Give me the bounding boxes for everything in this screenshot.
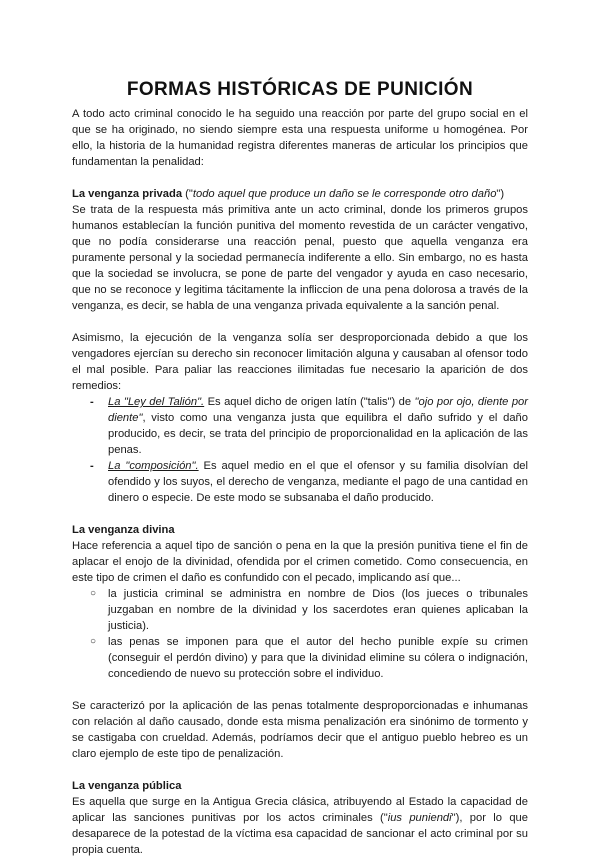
list-item — [72, 634, 528, 682]
divina-paragraph-1: Hace referencia a aquel tipo de sanción o pena en la que la presión punitiva tiene el fin de aplacar el enojo de la divinidad, ofendida por el crimen cometido. Como consecuencia, en este tipo de crimen el daño es confundido con el pecado, implicando así que... — [72, 540, 528, 584]
remedy-term: La "composición". — [108, 460, 199, 472]
document-page — [72, 78, 528, 858]
section-privada-heading-line — [72, 186, 528, 202]
remedy-text-end: , visto como una venganza justa que equilibra el daño sufrido y el daño producido, es decir, se trata del principio de proporcionalidad en la aplicación de las penas. — [108, 412, 528, 456]
privada-paragraph-2: Asimismo, la ejecución de la venganza solía ser desproporcionada debido a que los vengadores ejercían su derecho sin reconocer limitación alguna y causaban al ofensor todo el mal posible. Para paliar las reacciones ilimitadas fue necesario la aparición de dos remedios: — [72, 332, 528, 392]
section-heading: La venganza privada — [72, 188, 183, 200]
publica-text-end: "), por lo que desaparece de la potestad de la víctima esa capacidad de sancionar el acto criminal por su propia cuenta. — [72, 812, 528, 856]
remedy-text: Es aquel medio en el que el ofensor y su familia disolvían del ofendido y los suyos, el derecho de venganza, mediante el pago de una cantidad en dinero o especie. De este modo se subsanaba el daño producido. — [108, 460, 528, 504]
dash-marker: - — [90, 396, 94, 408]
page-title: FORMAS HISTÓRICAS DE PUNICIÓN — [126, 79, 474, 100]
quote-open: (" — [182, 188, 193, 200]
privada-paragraph-1: Se trata de la respuesta más primitiva ante un acto criminal, donde los primeros grupos humanos establecían la función punitiva del momento revestida de un carácter vengativo, que no podía considerarse una reacción penal, puesto que aquella venganza era puramente personal y la sociedad permanecía indiferente a ello. Sin embargo, no es hasta que la sociedad se involucra, se pone de parte del vengador y ayuda en caso necesario, que no se reconoce y legitima tácitamente la infliccion de una pena dolorosa a través de la venganza, es decir, se habla de una venganza privada equivalente a la sanción penal. — [72, 204, 528, 312]
remedies-list — [72, 394, 528, 506]
circle-bullet-icon: ○ — [90, 636, 97, 647]
remedy-text: Es aquel dicho de origen latín ("talis") de — [204, 396, 415, 408]
divina-list — [72, 586, 528, 682]
section-quote: todo aquel que produce un daño se le corresponde otro daño — [192, 188, 497, 200]
publica-text: Es aquella que surge en la Antigua Grecia clásica, atribuyendo al Estado la capacidad de aplicar las sanciones punitivas por los actos criminales (" — [72, 796, 528, 824]
section-divina-heading: La venganza divina — [72, 524, 175, 536]
section-publica-heading: La venganza pública — [72, 780, 182, 792]
list-item-text: la justicia criminal se administra en nombre de Dios (los jueces o tribunales juzgaban en nombre de la divinidad y los sacerdotes eran quienes aplicaban la justicia). — [108, 588, 528, 632]
list-item — [72, 394, 528, 458]
list-item-text: las penas se imponen para que el autor del hecho punible expíe su crimen (conseguir el perdón divino) y para que la divinidad elimine su cólera o indignación, concediendo de nuevo su protección sobre el individuo. — [108, 636, 528, 680]
remedy-term: La "Ley del Talión". — [108, 396, 205, 408]
intro-paragraph: A todo acto criminal conocido le ha seguido una reacción por parte del grupo social en el que se ha originado, no siendo siempre esta una respuesta uniforme u homogénea. Por ello, la historia de la humanidad registra diferentes maneras de articular los principios que fundamentan la penalidad: — [72, 108, 528, 168]
list-item — [72, 586, 528, 634]
publica-paragraph — [72, 794, 528, 858]
remedy-quote: "ojo por ojo, diente por diente" — [108, 396, 528, 424]
circle-bullet-icon: ○ — [90, 588, 97, 599]
publica-term: ius puniendi — [387, 812, 452, 824]
list-item — [72, 458, 528, 506]
quote-close: ") — [496, 188, 505, 200]
dash-marker: - — [90, 460, 94, 472]
divina-paragraph-2: Se caracterizó por la aplicación de las penas totalmente desproporcionadas e inhumanas con relación al daño causado, donde esta misma penalización era sinónimo de tormento y se castigaba con crueldad. Además, podríamos decir que el antiguo pueblo hebreo es un claro ejemplo de este tipo de penalización. — [72, 700, 528, 760]
